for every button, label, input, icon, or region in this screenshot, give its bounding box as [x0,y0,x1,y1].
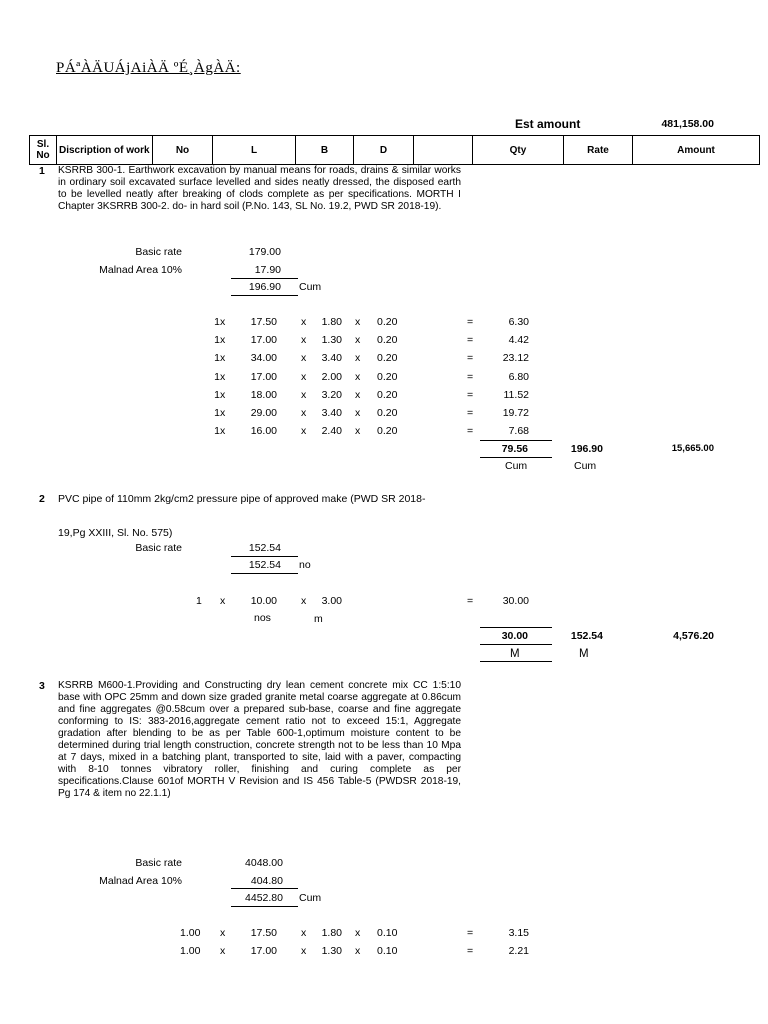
row-d: 0.20 [377,352,398,365]
rate-value: 152.54 [248,542,281,554]
underline [231,573,298,574]
underline [480,457,552,458]
underline [480,440,552,441]
total-amount: 4,576.20 [673,630,714,642]
row-b: 3.40 [321,352,342,365]
total-rate: 152.54 [570,630,603,642]
times-symbol: x [220,595,226,607]
times-symbol: x [301,334,307,347]
times-symbol: x [355,316,361,328]
est-amount-label: Est amount [515,117,581,131]
times-symbol: x [355,388,361,401]
underline [480,661,552,662]
total-qty: 30.00 [501,630,528,642]
row-qty: 3.15 [508,927,529,939]
row-l: 10.00 [250,595,277,607]
times-symbol: x [355,407,361,419]
row-l: 17.00 [250,370,277,383]
rate-value: 152.54 [248,559,281,571]
times-symbol: x [301,407,307,419]
rate-unit: Cum [299,281,322,293]
total-qty: 79.56 [501,443,528,455]
row-d: 0.20 [377,334,398,347]
col-d: D [354,136,414,165]
item-description: 19,Pg XXIII, Sl. No. 575) [58,527,173,539]
row-b: 1.30 [321,334,342,347]
rate-value: 179.00 [248,246,281,258]
rate-label: Malnad Area 10% [99,875,182,887]
row-l: 17.50 [250,927,277,939]
underline [231,888,298,889]
row-no: 1.00 [180,945,201,957]
row-d: 0.20 [377,370,398,383]
times-symbol: x [220,352,226,365]
equals-symbol: = [467,370,474,383]
item-description: KSRRB 300-1. Earthwork excavation by manual means for roads, drains & similar works in ordinary soil excavated surface levelled and sides neatly dressed, the disposed earth to be levelled neatly after breaking of clods complete as per specifications. MORTH I Chapter 3KSRRB 300-2. do- in hard soil (P.No. 143, SL No. 19.2, PWD SR 2018-19). [58,165,461,212]
times-symbol: x [355,334,361,347]
row-l: 17.50 [250,316,277,328]
row-b: 3.20 [321,388,342,401]
row-d: 0.20 [377,316,398,328]
row-d: 0.20 [377,407,398,419]
equals-symbol: = [467,316,474,328]
times-symbol: x [301,352,307,365]
qty-unit: Cum [505,460,528,472]
times-symbol: x [220,388,226,401]
row-qty: 19.72 [502,407,529,419]
item-number: 1 [39,165,45,177]
row-no: 1 [214,334,220,347]
rate-unit: no [299,559,311,571]
rate-value: 196.90 [248,281,281,293]
item-number: 3 [39,680,45,692]
row-b: 3.00 [321,595,342,607]
times-symbol: x [301,370,307,383]
header-table [29,135,760,165]
times-symbol: x [355,927,361,939]
rate-label: Malnad Area 10% [99,264,182,276]
underline [231,556,298,557]
row-qty: 6.30 [508,316,529,328]
times-symbol: x [301,927,307,939]
times-symbol: x [301,316,307,328]
row-qty: 4.42 [508,334,529,347]
row-qty: 7.68 [508,425,529,438]
col-blank [414,136,473,165]
times-symbol: x [355,370,361,383]
unit-label: m [314,613,323,625]
times-symbol: x [220,370,226,383]
underline [480,627,552,628]
row-b: 1.80 [321,927,342,939]
item-number: 2 [39,493,45,505]
col-no: No [153,136,213,165]
equals-symbol: = [467,334,474,347]
row-d: 0.10 [377,927,398,939]
total-rate: 196.90 [570,443,603,455]
rate-label: Basic rate [135,857,182,869]
row-qty: 2.21 [508,945,529,957]
times-symbol: x [301,945,307,957]
row-d: 0.10 [377,945,398,957]
rate-unit: M [579,648,589,660]
row-no: 1 [214,407,220,419]
col-l: L [213,136,296,165]
times-symbol: x [220,945,226,957]
row-no: 1.00 [180,927,201,939]
row-qty: 11.52 [503,388,529,401]
row-no: 1 [214,352,220,365]
row-qty: 6.80 [508,370,529,383]
times-symbol: x [220,316,226,328]
row-qty: 23.12 [502,352,529,365]
page-title: PÁªÀÄUÁjAiÀÄ ºÉ¸ÀgÀÄ: [56,60,241,76]
rate-label: Basic rate [135,246,182,258]
row-l: 29.00 [250,407,277,419]
row-l: 16.00 [250,425,277,438]
row-l: 17.00 [250,334,277,347]
times-symbol: x [220,334,226,347]
times-symbol: x [301,425,307,438]
qty-unit: M [510,648,520,660]
times-symbol: x [355,425,361,438]
underline [480,644,552,645]
times-symbol: x [301,388,307,401]
rate-unit: Cum [299,892,322,904]
row-no: 1 [214,370,220,383]
times-symbol: x [355,352,361,365]
col-slno: Sl. No [30,136,57,165]
col-amount: Amount [633,136,760,165]
rate-unit: Cum [574,460,597,472]
rate-value: 17.90 [254,264,281,276]
total-amount: 15,665.00 [671,443,714,454]
rate-value: 4452.80 [245,892,283,904]
underline [231,278,298,279]
row-b: 1.30 [321,945,342,957]
row-no: 1 [214,425,220,438]
equals-symbol: = [467,927,474,939]
col-qty: Qty [473,136,564,165]
est-amount-value: 481,158.00 [661,118,714,130]
row-d: 0.20 [377,388,398,401]
times-symbol: x [355,945,361,957]
row-qty: 30.00 [502,595,529,607]
row-no: 1 [214,388,220,401]
underline [231,295,298,296]
underline [231,906,298,907]
times-symbol: x [301,595,307,607]
row-b: 1.80 [321,316,342,328]
rate-value: 4048.00 [245,857,283,869]
equals-symbol: = [467,425,474,438]
equals-symbol: = [467,945,474,957]
rate-value: 404.80 [250,875,283,887]
row-l: 17.00 [250,945,277,957]
col-rate: Rate [564,136,633,165]
times-symbol: x [220,407,226,419]
equals-symbol: = [467,352,474,365]
row-l: 18.00 [250,388,277,401]
col-b: B [296,136,354,165]
rate-label: Basic rate [135,542,182,554]
col-description: Discription of work [57,136,153,165]
row-b: 2.40 [321,425,342,438]
times-symbol: x [220,425,226,438]
times-symbol: x [220,927,226,939]
row-d: 0.20 [377,425,398,438]
equals-symbol: = [467,595,474,607]
item-description: PVC pipe of 110mm 2kg/cm2 pressure pipe of approved make (PWD SR 2018- [58,493,426,505]
row-b: 3.40 [321,407,342,419]
row-l: 34.00 [250,352,277,365]
equals-symbol: = [467,388,474,401]
row-no: 1 [196,595,202,607]
row-no: 1 [214,316,220,328]
item-description: KSRRB M600-1.Providing and Constructing dry lean cement concrete mix CC 1:5:10 base with OPC 25mm and down size graded granite metal coarse aggregate at 0.86cum and fine aggregates @0.58cum over a prepared sub-base, coarse and fine aggregate conforming to IS: 383-2016,aggregate cement ratio not to exceed 15:1, Aggregate gradation after blending to be as per Table 600-1,optimum moisture content to be determined during trial length construction, concrete strength not to be less than 10 Mpa at 7 days, mixed in a batching plant, transported to site, laid with a paver, compacting with 8-10 tonnes vibratory roller, finishing and curing complete as per specifications.Clause 601of MORTH V Revision and IS 456 Table-5 (PWDSR 2018-19, Pg 174 & item no 22.1.1) [58,680,461,799]
row-b: 2.00 [321,370,342,383]
equals-symbol: = [467,407,474,419]
unit-label: nos [254,612,271,624]
